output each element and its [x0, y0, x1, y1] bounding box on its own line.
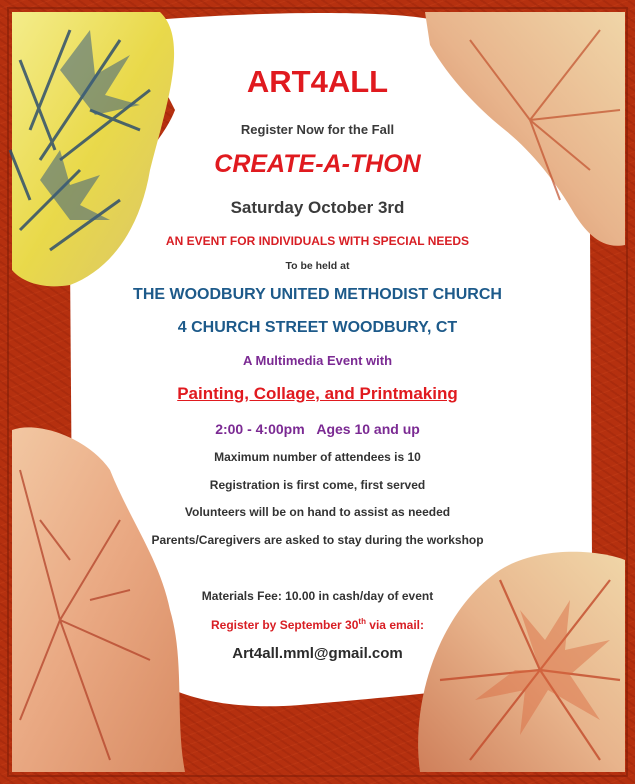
multimedia-text: A Multimedia Event with	[242, 353, 393, 368]
time-and-ages	[0, 421, 635, 437]
contact-email: Art4all.mml@gmail.com	[232, 645, 403, 662]
register-by-rest: via email:	[365, 618, 424, 632]
register-by	[0, 617, 635, 632]
media-list: Painting, Collage, and Printmaking	[177, 384, 458, 403]
materials-fee: Materials Fee: 10.00 in cash/day of event	[201, 589, 434, 603]
venue-name: THE WOODBURY UNITED METHODIST CHURCH	[133, 286, 502, 303]
event-ages: Ages 10 and up	[316, 421, 420, 437]
event-name: CREATE-A-THON	[214, 150, 421, 178]
event-time: 2:00 - 4:00pm	[215, 421, 305, 437]
max-attendees: Maximum number of attendees is 10	[214, 450, 421, 464]
parents-note: Parents/Caregivers are asked to stay during the workshop	[151, 533, 484, 547]
venue-address: 4 CHURCH STREET WOODBURY, CT	[177, 319, 458, 336]
flyer-title: ART4ALL	[246, 64, 389, 99]
registration-policy: Registration is first come, first served	[209, 478, 426, 492]
event-date: Saturday October 3rd	[230, 198, 405, 217]
register-by-prefix: Register by September 30	[211, 618, 359, 632]
event-audience: AN EVENT FOR INDIVIDUALS WITH SPECIAL NEEDS	[165, 234, 470, 248]
register-now-text: Register Now for the Fall	[240, 122, 395, 137]
held-at-text: To be held at	[285, 260, 350, 272]
volunteers-note: Volunteers will be on hand to assist as needed	[184, 505, 451, 519]
register-by-suffix: th	[358, 617, 366, 626]
